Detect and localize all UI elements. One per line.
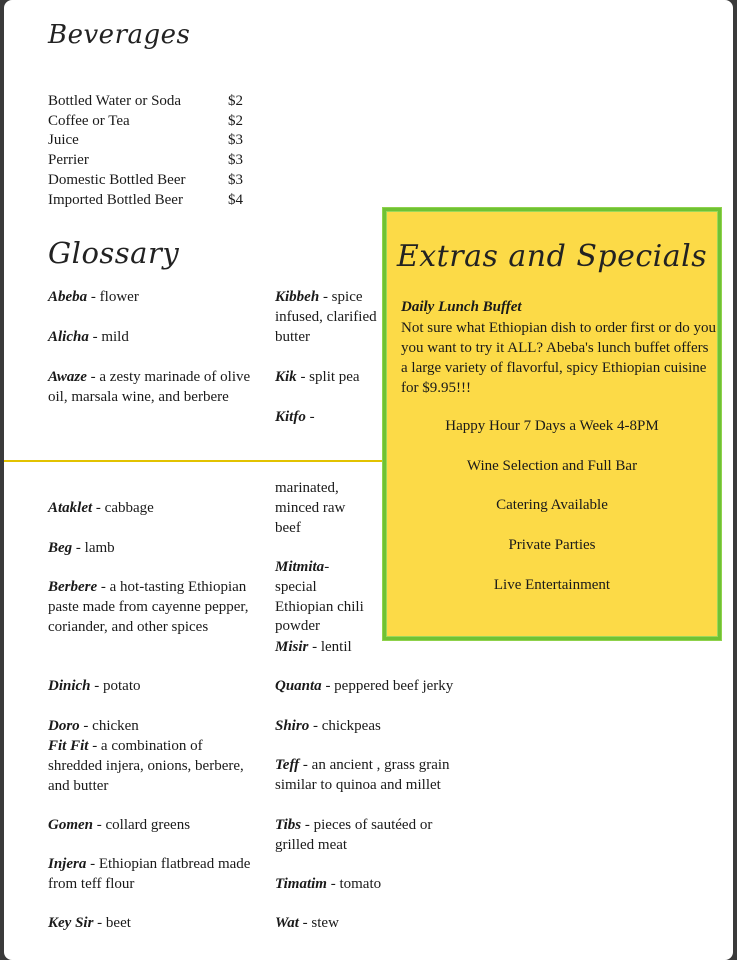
specials-item: Private Parties	[508, 537, 596, 553]
glossary-entry	[48, 717, 258, 737]
beverage-item: Bottled Water or Soda $2	[48, 92, 248, 112]
beverages-title: Beverages	[48, 20, 191, 50]
glossary-entry	[48, 578, 258, 637]
glossary-term: Berbere	[48, 579, 98, 595]
glossary-def: - tomato	[326, 876, 382, 892]
glossary-def: marinated, minced raw beef	[275, 480, 346, 536]
glossary-entry	[48, 328, 258, 348]
glossary-term: Shiro	[275, 718, 310, 734]
glossary-def: - flower	[87, 289, 139, 305]
specials-item: Wine Selection and Full Bar	[466, 458, 638, 474]
glossary-term: Kitfo	[275, 409, 306, 425]
glossary-def: - chickpeas	[309, 718, 381, 734]
beverage-price: $4	[228, 191, 243, 208]
glossary-def: -	[305, 409, 315, 425]
glossary-def: - beet	[93, 915, 131, 931]
glossary-def: - mild	[88, 329, 129, 345]
glossary-term: Ataklet	[48, 500, 93, 516]
glossary-term: Dinich	[48, 678, 91, 694]
glossary-def: - stew	[298, 915, 339, 931]
glossary-entry	[275, 558, 371, 637]
menu-page	[4, 0, 733, 960]
glossary-def: - a combination of shredded injera, onions, berbere, and butter	[48, 738, 244, 794]
glossary-term: Gomen	[48, 817, 93, 833]
glossary-entry	[275, 479, 359, 538]
lunch-buffet-description: Not sure what Ethiopian dish to order first or do you you want to try it ALL? Abeba's lunch buffet offers a large variety of flavorful, spicy Ethiopian cuisine for $9.95!!!	[401, 320, 716, 396]
glossary-def: - potato	[90, 678, 141, 694]
glossary-entry	[275, 717, 475, 737]
beverage-price: $2	[228, 93, 243, 109]
glossary-def: - an ancient , grass grain similar to quinoa and millet	[275, 757, 450, 793]
lunch-buffet-heading: Daily Lunch Buffet	[401, 299, 522, 315]
glossary-entry	[275, 875, 475, 895]
glossary-def: - collard greens	[93, 817, 191, 833]
glossary-def: - spice infused, clarified butter	[275, 289, 377, 345]
glossary-term: Teff	[275, 757, 300, 773]
glossary-def: - Ethiopian flatbread made from teff flour	[48, 856, 251, 892]
glossary-term: Awaze	[48, 369, 87, 385]
beverage-item: Perrier $3	[48, 151, 248, 171]
specials-item: Happy Hour 7 Days a Week 4-8PM	[445, 418, 659, 434]
glossary-term: Wat	[275, 915, 299, 931]
glossary-term: Mitmita	[275, 559, 325, 575]
glossary-term: Fit Fit	[48, 738, 89, 754]
glossary-entry	[48, 855, 258, 895]
beverage-price: $3	[228, 171, 243, 188]
glossary-term: Alicha	[48, 329, 89, 345]
glossary-entry	[48, 539, 258, 559]
glossary-entry	[275, 677, 475, 697]
glossary-term: Kibbeh	[275, 289, 320, 305]
glossary-entry	[48, 737, 258, 796]
glossary-def: - lentil	[308, 639, 352, 655]
specials-item: Live Entertainment	[493, 577, 611, 593]
glossary-entry	[48, 677, 258, 697]
glossary-def: - special Ethiopian chili powder	[275, 559, 364, 635]
glossary-term: Injera	[48, 856, 87, 872]
glossary-term: Tibs	[275, 817, 302, 833]
beverage-price: $2	[228, 112, 243, 129]
glossary-def: - cabbage	[92, 500, 154, 516]
glossary-term: Quanta	[275, 678, 322, 694]
glossary-entry	[48, 368, 258, 408]
glossary-entry	[275, 288, 377, 347]
glossary-term: Timatim	[275, 876, 327, 892]
beverage-price: $3	[228, 152, 243, 169]
glossary-def: - a zesty marinade of olive oil, marsala wine, and berbere	[48, 369, 251, 405]
glossary-def: - split pea	[296, 369, 360, 385]
glossary-term: Key Sir	[48, 915, 94, 931]
specials-title: Extras and Specials	[396, 239, 708, 274]
specials-box	[383, 208, 721, 640]
glossary-entry	[275, 638, 475, 658]
glossary-def: - lamb	[72, 540, 115, 556]
beverage-item: Juice $3	[48, 131, 248, 151]
glossary-term: Misir	[275, 639, 309, 655]
glossary-entry	[275, 914, 475, 934]
beverage-item: Coffee or Tea $2	[48, 112, 248, 132]
beverage-item: Domestic Bottled Beer $3	[48, 171, 248, 191]
glossary-entry	[48, 816, 258, 836]
glossary-def: - peppered beef jerky	[321, 678, 454, 694]
glossary-term: Abeba	[48, 289, 88, 305]
glossary-term: Doro	[48, 718, 80, 734]
glossary-def: - a hot-tasting Ethiopian paste made from cayenne pepper, coriander, and other spices	[48, 579, 249, 635]
glossary-entry	[48, 499, 258, 519]
glossary-title: Glossary	[48, 236, 180, 270]
glossary-def: - chicken	[79, 718, 139, 734]
glossary-term: Kik	[275, 369, 297, 385]
specials-item: Catering Available	[496, 497, 608, 513]
glossary-entry	[48, 288, 258, 308]
beverage-item: Imported Bottled Beer $4	[48, 191, 248, 211]
glossary-entry	[275, 816, 450, 856]
glossary-def: - pieces of sautéed or grilled meat	[275, 817, 433, 853]
beverage-price: $3	[228, 132, 243, 149]
beverage-list	[48, 92, 248, 210]
glossary-entry	[48, 914, 258, 934]
divider-line	[4, 460, 384, 462]
glossary-term: Beg	[48, 540, 73, 556]
glossary-entry	[275, 756, 470, 796]
